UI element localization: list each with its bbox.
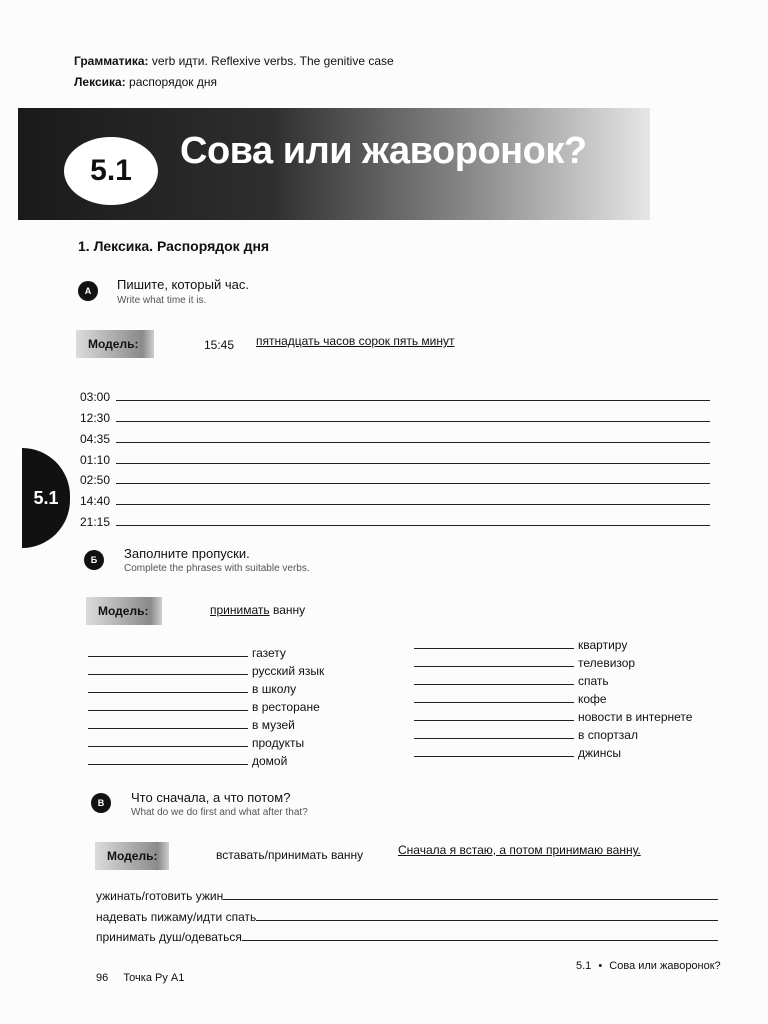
exercise-a-model-time: 15:45 — [204, 338, 235, 352]
book-title: Точка Ру А1 — [123, 972, 185, 984]
exercise-v-bullet: В — [91, 793, 111, 813]
phrase-word: джинсы — [578, 746, 621, 760]
phrase-row — [414, 742, 621, 760]
phrase-word: в школу — [252, 682, 297, 696]
time-row — [80, 447, 710, 467]
time-row — [80, 467, 710, 487]
chapter-number: 5.1 — [64, 137, 158, 205]
phrase-row — [414, 706, 692, 724]
exercise-a-model-answer: пятнадцать часов сорок пять минут — [256, 334, 455, 348]
footer-right — [576, 960, 721, 972]
answer-line[interactable] — [223, 899, 718, 900]
time-row — [80, 509, 710, 529]
footer-left — [96, 972, 184, 984]
exercise-v-model-box: Модель: — [95, 842, 169, 870]
verb-blank[interactable] — [414, 684, 574, 685]
phrase-word: спать — [578, 674, 609, 688]
phrase-row — [88, 642, 286, 660]
phrase-row — [88, 696, 320, 714]
answer-line[interactable] — [116, 483, 710, 484]
exercise-b-model-noun: ванну — [272, 603, 306, 617]
time-row — [80, 405, 710, 425]
exercise-a-model-box: Модель: — [76, 330, 154, 358]
phrase-row — [414, 652, 635, 670]
verb-blank[interactable] — [88, 746, 248, 747]
time-label: 14:40 — [80, 494, 111, 508]
verb-blank[interactable] — [414, 648, 574, 649]
verb-blank[interactable] — [414, 720, 574, 721]
verb-blank[interactable] — [414, 756, 574, 757]
exercise-v-model-pair: вставать/принимать ванну — [216, 848, 364, 862]
exercise-v-model-answer: Сначала я встаю, а потом принимаю ванну. — [398, 843, 641, 857]
phrase-word: кофе — [578, 692, 607, 706]
exercise-v-pair: надевать пижаму/идти спать — [96, 910, 257, 924]
exercise-v-pair: принимать душ/одеваться — [96, 930, 242, 944]
page-number: 96 — [96, 972, 109, 984]
exercise-b-task-en: Complete the phrases with suitable verbs. — [124, 563, 310, 574]
side-chapter-tab: 5.1 — [22, 448, 70, 548]
exercise-v-row — [96, 906, 718, 924]
time-row — [80, 384, 710, 404]
answer-line[interactable] — [116, 421, 710, 422]
time-label: 21:15 — [80, 515, 111, 529]
phrase-row — [88, 660, 324, 678]
exercise-v-row — [96, 885, 718, 903]
time-label: 12:30 — [80, 411, 111, 425]
chapter-banner — [18, 108, 650, 220]
section-title: 1. Лексика. Распорядок дня — [78, 238, 270, 254]
phrase-word: в спортзал — [578, 728, 638, 742]
exercise-v-task-en: What do we do first and what after that? — [131, 807, 308, 818]
exercise-v-task: Что сначала, а что потом? — [131, 790, 291, 805]
verb-blank[interactable] — [88, 674, 248, 675]
time-row — [80, 488, 710, 508]
exercise-b-model-box: Модель: — [86, 597, 162, 625]
phrase-row — [414, 724, 638, 742]
time-label: 04:35 — [80, 432, 111, 446]
exercise-b-model-verb: принимать — [210, 603, 270, 617]
verb-blank[interactable] — [88, 728, 248, 729]
phrase-row — [414, 688, 607, 706]
verb-blank[interactable] — [88, 692, 248, 693]
time-row — [80, 426, 710, 446]
phrase-word: в ресторане — [252, 700, 320, 714]
phrase-row — [88, 678, 296, 696]
phrase-row — [414, 670, 609, 688]
lexicon-label: Лексика: — [74, 75, 126, 89]
verb-blank[interactable] — [414, 738, 574, 739]
phrase-word: продукты — [252, 736, 305, 750]
phrase-row — [88, 732, 304, 750]
time-label: 02:50 — [80, 473, 111, 487]
phrase-word: русский язык — [252, 664, 325, 678]
exercise-a-task-en: Write what time it is. — [117, 295, 207, 306]
exercise-b-task: Заполните пропуски. — [124, 546, 250, 561]
grammar-label: Грамматика: — [74, 54, 149, 68]
answer-line[interactable] — [256, 920, 718, 921]
answer-line[interactable] — [116, 400, 710, 401]
verb-blank[interactable] — [88, 656, 248, 657]
phrase-word: домой — [252, 754, 288, 768]
phrase-word: квартиру — [578, 638, 628, 652]
exercise-a-bullet: А — [78, 281, 98, 301]
verb-blank[interactable] — [88, 764, 248, 765]
lexicon-line — [74, 74, 217, 90]
phrase-row — [414, 634, 627, 652]
phrase-word: телевизор — [578, 656, 636, 670]
grammar-line — [74, 53, 394, 69]
verb-blank[interactable] — [414, 702, 574, 703]
lexicon-text: распорядок дня — [129, 75, 217, 89]
grammar-text: verb идти. Reflexive verbs. The genitive case — [151, 54, 394, 68]
answer-line[interactable] — [116, 463, 710, 464]
phrase-row — [88, 714, 295, 732]
verb-blank[interactable] — [414, 666, 574, 667]
time-label: 03:00 — [80, 390, 111, 404]
footer-chapter-number: 5.1 — [576, 960, 592, 972]
phrase-row — [88, 750, 287, 768]
exercise-v-row — [96, 926, 718, 944]
exercise-b-bullet: Б — [84, 550, 104, 570]
exercise-v-pair: ужинать/готовить ужин — [96, 889, 224, 903]
exercise-a-task: Пишите, который час. — [117, 277, 249, 292]
phrase-word: газету — [252, 646, 286, 660]
verb-blank[interactable] — [88, 710, 248, 711]
answer-line[interactable] — [116, 442, 710, 443]
answer-line[interactable] — [242, 940, 718, 941]
time-label: 01:10 — [80, 453, 111, 467]
phrase-word: в музей — [252, 718, 295, 732]
phrase-word: новости в интернете — [578, 710, 693, 724]
footer-chapter-title: Сова или жаворонок? — [609, 960, 721, 972]
answer-line[interactable] — [116, 504, 710, 505]
footer-bullet: • — [598, 960, 603, 972]
chapter-title: Сова или жаворонок? — [180, 130, 587, 172]
answer-line[interactable] — [116, 525, 710, 526]
